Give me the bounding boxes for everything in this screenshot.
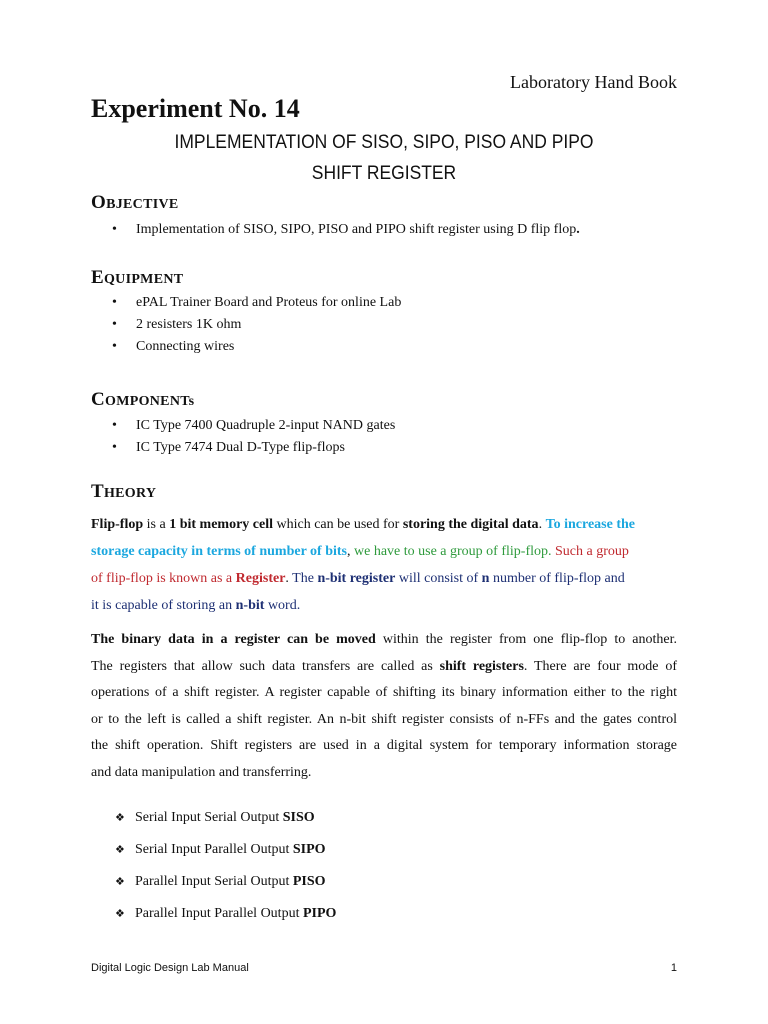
footer-manual-title: Digital Logic Design Lab Manual	[91, 962, 249, 974]
list-item: ❖ Serial Input Parallel Output SIPO	[115, 840, 336, 872]
list-item: • 2 resisters 1K ohm	[112, 314, 401, 336]
subtitle-line-2: SHIFT REGISTER	[311, 163, 457, 184]
shift-register-modes-list	[115, 808, 336, 936]
equipment-heading: EQUIPMENT	[91, 267, 184, 288]
page-number: 1	[670, 962, 677, 974]
subtitle-line-1: IMPLEMENTATION OF SISO, SIPO, PISO AND PIPO	[174, 132, 594, 153]
list-item: ❖ Serial Input Serial Output SISO	[115, 808, 336, 840]
list-item: • IC Type 7400 Quadruple 2-input NAND gates	[112, 415, 395, 437]
list-item: • Connecting wires	[112, 336, 401, 358]
experiment-title: Experiment No. 14	[91, 94, 300, 123]
list-item: • IC Type 7474 Dual D-Type flip-flops	[112, 437, 395, 459]
diamond-bullet-icon: ❖	[115, 908, 125, 920]
list-item: • ePAL Trainer Board and Proteus for online Lab	[112, 292, 401, 314]
components-list	[112, 415, 395, 459]
theory-heading: THEORY	[91, 481, 157, 502]
list-item: • Implementation of SISO, SIPO, PISO and PIPO shift register using D flip flop.	[112, 219, 580, 241]
diamond-bullet-icon: ❖	[115, 812, 125, 824]
list-item: ❖ Parallel Input Parallel Output PIPO	[115, 904, 336, 936]
objective-list	[112, 219, 580, 241]
diamond-bullet-icon: ❖	[115, 876, 125, 888]
equipment-list	[112, 292, 401, 358]
list-item: ❖ Parallel Input Serial Output PISO	[115, 872, 336, 904]
components-heading: COMPONENTs	[91, 389, 195, 410]
objective-heading: OBJECTIVE	[91, 192, 179, 213]
theory-paragraph-2: The binary data in a register can be moved within the register from one flip-flop to another. The registers that allow such data transfers are called as shift registers. There are four mode of operations of a shift register. A register capable of shifting its binary information either to the right or to the left is called a shift register. An n-bit shift register consists of n-FFs and the gates control the shift operation. Shift registers are used in a digital system for temporary information storage and data manipulation and transferring.	[91, 632, 678, 780]
running-header: Laboratory Hand Book	[510, 72, 677, 92]
diamond-bullet-icon: ❖	[115, 844, 125, 856]
theory-paragraph-1: Flip-flop is a 1 bit memory cell which can be used for storing the digital data. To increase the storage capacity in terms of number of bits, we have to use a group of flip-flop. Such a group of flip-flop is known as a Register. The n-bit register will consist of n number of flip-flop and it is capable of storing an n-bit word.	[91, 517, 636, 613]
